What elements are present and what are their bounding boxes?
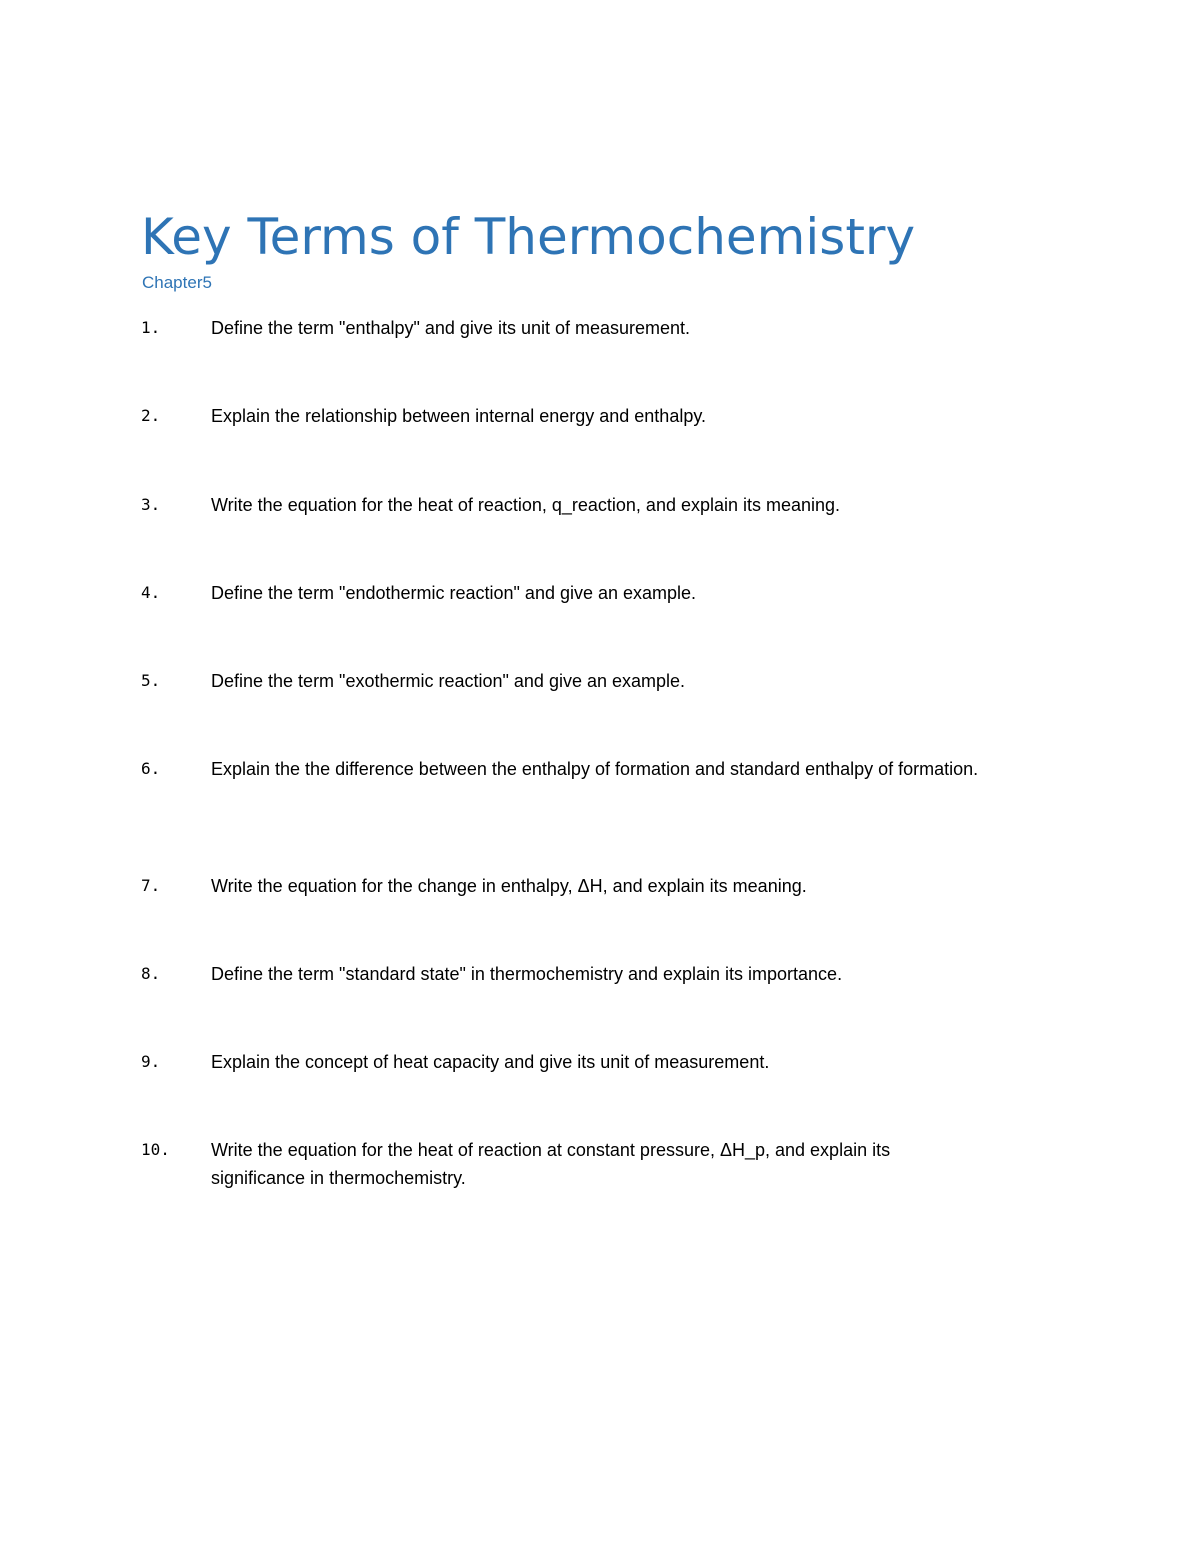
question-text: Write the equation for the heat of reaction at constant pressure, ΔH_p, and explain its significance in thermochemistry. [211,1140,891,1188]
question-text: Write the equation for the heat of reaction, q_reaction, and explain its meaning. [211,495,841,515]
question-number: 7. [141,876,161,895]
question-text: Define the term "standard state" in thermochemistry and explain its importance. [211,964,843,984]
question-number: 1. [141,318,161,337]
question-text: Define the term "endothermic reaction" and give an example. [211,583,697,603]
question-number: 6. [141,759,161,778]
question-number: 10. [141,1140,170,1159]
document-title: Key Terms of Thermochemistry [141,208,916,266]
question-text: Define the term "enthalpy" and give its unit of measurement. [211,318,691,338]
question-text: Explain the relationship between internal energy and enthalpy. [211,406,706,426]
question-number: 9. [141,1052,161,1071]
question-number: 3. [141,495,161,514]
question-text: Define the term "exothermic reaction" and give an example. [211,671,686,691]
question-number: 5. [141,671,161,690]
question-text: Write the equation for the change in enthalpy, ΔH, and explain its meaning. [211,876,807,896]
question-text: Explain the the difference between the enthalpy of formation and standard enthalpy of formation. [211,759,979,779]
question-text: Explain the concept of heat capacity and give its unit of measurement. [211,1052,770,1072]
question-number: 4. [141,583,161,602]
document-subtitle: Chapter5 [142,273,212,292]
question-number: 8. [141,964,161,983]
question-number: 2. [141,406,161,425]
